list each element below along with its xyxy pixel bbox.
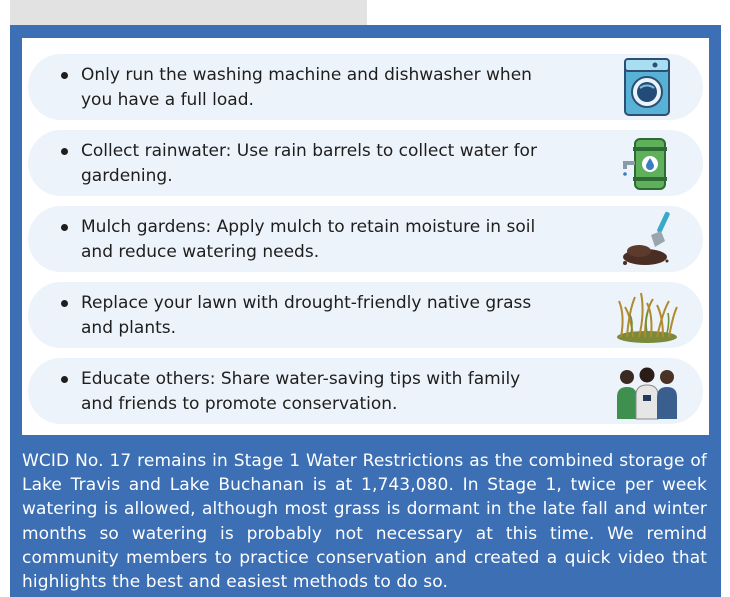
tip-text: Replace your lawn with drought-friendly native grass and plants. [81, 293, 532, 338]
rain-barrel-icon [615, 133, 679, 193]
bullet-dot [61, 224, 68, 231]
mulch-shovel-icon [615, 209, 679, 269]
tip-item [28, 54, 703, 120]
tip-text: Mulch gardens: Apply mulch to retain moisture in soil and reduce watering needs. [81, 217, 536, 262]
bullet-dot [61, 72, 68, 79]
tip-item [28, 130, 703, 196]
tip-text: Collect rainwater: Use rain barrels to collect water for gardening. [81, 141, 537, 186]
tip-text: Educate others: Share water-saving tips with family and friends to promote conservation. [81, 369, 521, 414]
header-tab-bar [10, 0, 367, 25]
tip-item [28, 282, 703, 348]
tip-item [28, 358, 703, 424]
bullet-dot [61, 376, 68, 383]
water-restrictions-paragraph: WCID No. 17 remains in Stage 1 Water Restrictions as the combined storage of Lake Travis and Lake Buchanan is at 1,743,080. In Stage 1, twice per week watering is allowed, although most grass is dormant in the late fall and winter months so watering is probably not necessary at this time. We remind community members to practice conservation and created a quick video that highlights the best and easiest methods to do so. [22, 451, 707, 593]
bullet-dot [61, 148, 68, 155]
tip-text: Only run the washing machine and dishwasher when you have a full load. [81, 65, 532, 110]
tip-item [28, 206, 703, 272]
bullet-dot [61, 300, 68, 307]
people-group-icon [615, 361, 679, 421]
native-grass-icon [615, 285, 679, 345]
washing-machine-icon [615, 57, 679, 117]
